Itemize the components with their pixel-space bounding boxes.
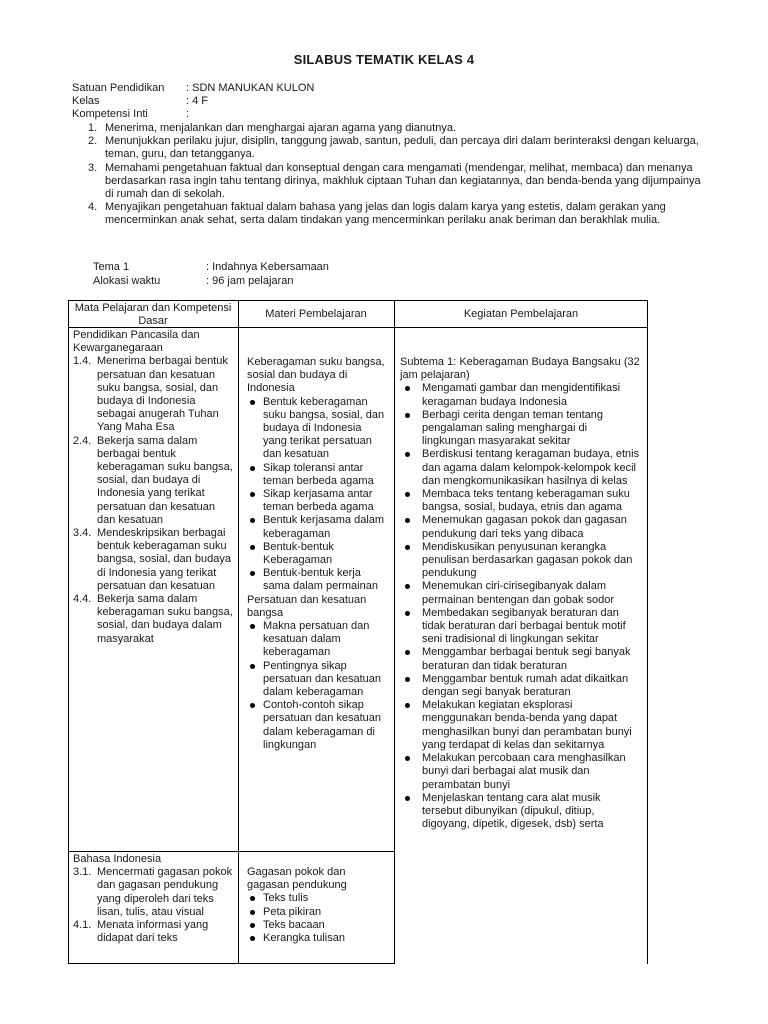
syllabus-table <box>68 300 648 964</box>
subtema-title: Subtema 1: Keberagaman Budaya Bangsaku (32 jam pelajaran) <box>400 356 640 382</box>
tema-block <box>93 260 329 288</box>
kompetensi-inti-list <box>88 122 708 228</box>
meta-value: : 4 F <box>186 95 209 108</box>
list-text: Memahami pengetahuan faktual dan konseptual dengan cara mengamati (mendengar, melihat, membaca) dan menanya berdasarkan rasa ingin tahu tentang dirinya, makhluk ciptaan Tuhan dan kegiatannya, dan benda-benda yang dijumpainya di rumah dan di sekolah. <box>105 161 701 201</box>
ppkn-materi-cell <box>247 356 387 752</box>
kd-text: Menerima berbagai bentuk persatuan dan kesatuan suku bangsa, sosial, dan budaya di Indonesia sebagai anugerah Tuhan Yang Maha Esa <box>97 355 228 434</box>
list-item: Bentuk-bentuk kerja sama dalam permainan <box>247 567 387 593</box>
subject-title: Pendidikan Pancasila dan Kewarganegaraan <box>73 329 200 355</box>
list-number: 3. <box>88 161 98 174</box>
kd-item <box>73 919 233 945</box>
alokasi-label: Alokasi waktu <box>93 275 161 287</box>
kd-text: Bekerja sama dalam keberagaman suku bangsa, sosial, dan budaya dalam masyarakat <box>97 593 233 645</box>
kd-number: 1.4. <box>73 355 92 368</box>
tema-value: : Indahnya Kebersamaan <box>206 261 329 273</box>
list-number: 1. <box>88 122 98 134</box>
kd-text: Mencermati gagasan pokok dan gagasan pendukung yang diperoleh dari teks lisan, tulis, atau visual <box>97 866 233 918</box>
list-item: Melakukan percobaan cara menghasilkan bunyi dari berbagai alat musik dan perambatan bunyi <box>400 752 642 792</box>
ppkn-kd-cell <box>73 329 233 646</box>
kd-text: Menata informasi yang didapat dari teks <box>97 919 209 945</box>
materi-heading: Keberagaman suku bangsa, sosial dan budaya di Indonesia <box>247 356 385 395</box>
kd-number: 4.1. <box>73 919 92 932</box>
materi-heading: Persatuan dan kesatuan bangsa <box>247 593 367 619</box>
meta-label: Kelas <box>72 95 100 108</box>
kd-number: 2.4. <box>73 434 92 447</box>
list-item: Berdiskusi tentang keragaman budaya, etnis dan agama dalam kelompok-kelompok kecil dan mengkomunikasikan hasilnya di kelas <box>400 448 642 488</box>
meta-value: : SDN MANUKAN KULON <box>186 82 315 94</box>
alokasi-value: : 96 jam pelajaran <box>206 275 294 287</box>
header-kegiatan: Kegiatan Pembelajaran <box>463 308 579 320</box>
list-item <box>88 201 708 227</box>
list-item: Sikap kerjasama antar teman berbeda agama <box>247 488 387 514</box>
tema-label: Tema 1 <box>93 261 130 273</box>
list-item <box>88 135 708 161</box>
list-item: Bentuk kerjasama dalam keberagaman <box>247 514 387 540</box>
header-kd: Mata Pelajaran dan Kompetensi Dasar <box>74 301 232 327</box>
table-border-bottom <box>68 963 394 964</box>
kd-number: 3.4. <box>73 527 92 540</box>
kd-item <box>73 355 233 434</box>
list-item: Membedakan segibanyak beraturan dan tidak beraturan dari berbagai bentuk motif seni tradisional di lingkungan sekitar <box>400 607 642 647</box>
list-item: Peta pikiran <box>247 906 387 919</box>
list-item: Mengamati gambar dan mengidentifikasi keragaman budaya Indonesia <box>400 382 642 408</box>
document-title: SILABUS TEMATIK KELAS 4 <box>293 52 475 67</box>
list-item: Teks tulis <box>247 892 387 905</box>
list-item: Membaca teks tentang keberagaman suku bangsa, sosial, budaya, etnis dan agama <box>400 488 642 514</box>
kd-number: 3.1. <box>73 866 92 879</box>
meta-value: : <box>186 108 190 121</box>
meta-row-kelas <box>72 95 314 108</box>
meta-label: Satuan Pendidikan <box>72 82 165 94</box>
list-number: 2. <box>88 135 98 148</box>
list-item: Bentuk keberagaman suku bangsa, sosial, dan budaya di Indonesia yang terikat persatuan dan kesatuan <box>247 396 387 462</box>
list-item: Menjelaskan tentang cara alat musik tersebut dibunyikan (dipukul, ditiup, digoyang, dipetik, digesek, dsb) serta <box>400 792 642 832</box>
list-item: Kerangka tulisan <box>247 932 387 945</box>
materi-list <box>247 892 387 945</box>
meta-label: Kompetensi Inti <box>72 108 148 121</box>
list-text: Menyajikan pengetahuan faktual dalam bahasa yang jelas dan logis dalam karya yang estetis, dalam gerakan yang mencerminkan anak sehat, serta dalam tindakan yang mencerminkan perilaku anak beriman dan berakhlak mulia. <box>105 201 666 227</box>
header-materi: Materi Pembelajaran <box>265 308 367 320</box>
list-item <box>88 162 708 202</box>
kd-item <box>73 866 233 919</box>
alokasi-row <box>93 274 329 288</box>
subject-title: Bahasa Indonesia <box>73 853 162 865</box>
list-item: Berbagi cerita dengan teman tentang pengalaman saling menghargai di lingkungan masyarakat sekitar <box>400 409 642 449</box>
kd-text: Mendeskripsikan berbagai bentuk keberagaman suku bangsa, sosial, dan budaya di Indonesia yang terikat persatuan dan kesatuan <box>97 527 231 592</box>
table-row-divider <box>68 851 394 852</box>
kd-number: 4.4. <box>73 593 92 606</box>
list-item: Bentuk-bentuk Keberagaman <box>247 541 387 567</box>
tema-row <box>93 260 329 274</box>
list-item: Contoh-contoh sikap persatuan dan kesatuan dalam keberagaman di lingkungan <box>247 699 387 752</box>
list-text: Menunjukkan perilaku jujur, disiplin, tanggung jawab, santun, peduli, dan percaya diri dalam berinteraksi dengan keluarga, teman, guru, dan tetangganya. <box>105 135 699 161</box>
kegiatan-list <box>400 382 642 831</box>
list-item: Pentingnya sikap persatuan dan kesatuan dalam keberagaman <box>247 660 387 700</box>
list-text: Menerima, menjalankan dan menghargai ajaran agama yang dianutnya. <box>105 122 457 134</box>
materi-list <box>247 396 387 594</box>
kd-text: Bekerja sama dalam berbagai bentuk keberagaman suku bangsa, sosial, dan budaya di Indonesia yang terikat persatuan dan kesatuan dan kesatuan <box>97 434 233 526</box>
bindo-materi-cell <box>247 866 387 945</box>
kd-item <box>73 527 233 593</box>
kegiatan-cell <box>400 356 642 831</box>
list-item: Menemukan ciri-cirisegibanyak dalam permainan bentengan dan gobak sodor <box>400 580 642 606</box>
list-item: Makna persatuan dan kesatuan dalam keberagaman <box>247 620 387 660</box>
list-number: 4. <box>88 201 98 214</box>
list-item: Mendiskusikan penyusunan kerangka penulisan berdasarkan gagasan pokok dan pendukung <box>400 541 642 581</box>
document-meta <box>72 82 314 122</box>
list-item: Teks bacaan <box>247 919 387 932</box>
list-item: Menemukan gagasan pokok dan gagasan pendukung dari teks yang dibaca <box>400 514 642 540</box>
kd-item <box>73 435 233 527</box>
meta-row-satuan <box>72 82 314 95</box>
materi-heading: Gagasan pokok dan gagasan pendukung <box>247 866 347 892</box>
bindo-kd-cell <box>73 853 233 945</box>
list-item: Menggambar berbagai bentuk segi banyak beraturan dan tidak beraturan <box>400 646 642 672</box>
list-item: Melakukan kegiatan eksplorasi menggunakan benda-benda yang dapat menghasilkan bunyi dan perambatan bunyi yang terdapat di kelas dan sekitarnya <box>400 699 642 752</box>
meta-row-ki <box>72 108 314 121</box>
list-item <box>88 122 708 135</box>
materi-list <box>247 620 387 752</box>
list-item: Menggambar bentuk rumah adat dikaitkan dengan segi banyak beraturan <box>400 673 642 699</box>
kd-item <box>73 593 233 646</box>
list-item: Sikap toleransi antar teman berbeda agama <box>247 462 387 488</box>
